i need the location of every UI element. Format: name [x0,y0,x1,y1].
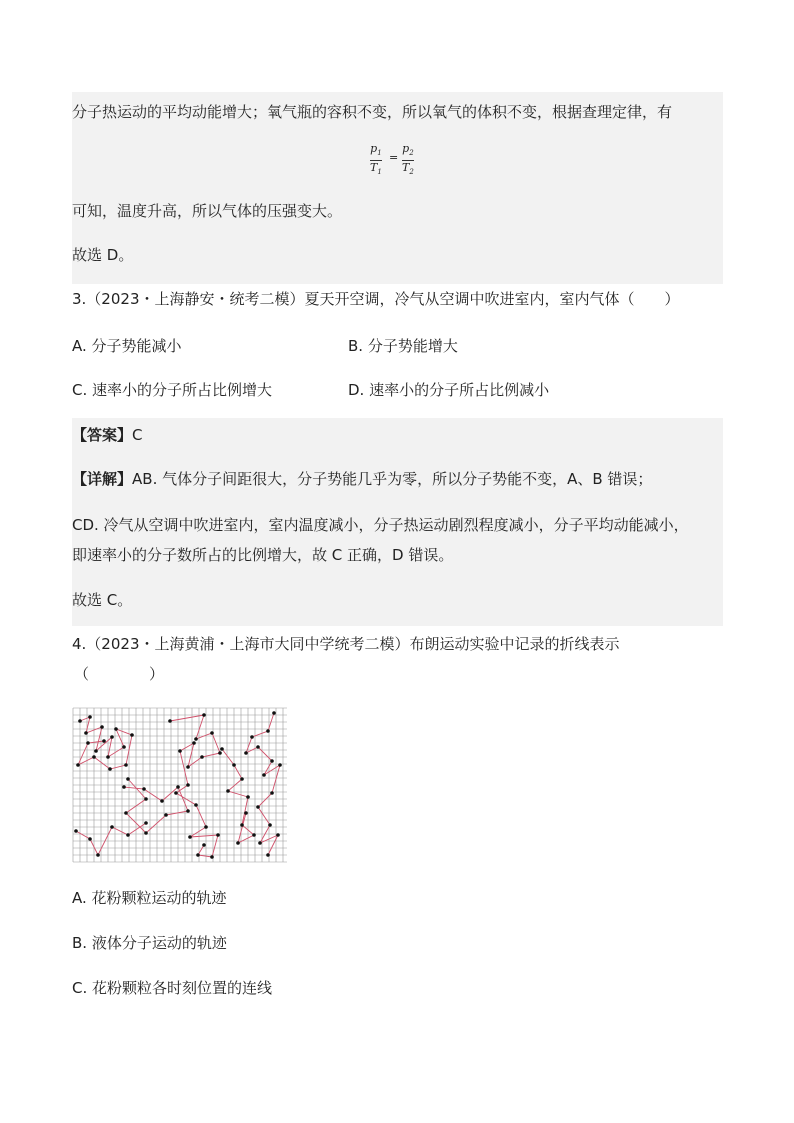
trace-point [270,759,274,763]
formula-left-fraction: $p_1$ $T_1$ [370,142,382,177]
trace-point [176,785,180,789]
q2-solution-line2: 可知，温度升高，所以气体的压强变大。 [72,202,343,220]
trace-point [236,841,240,845]
trace-point [174,791,178,795]
trace-point [220,747,224,751]
trace-point [266,729,270,733]
trace-point [200,755,204,759]
trace-point [102,739,106,743]
grid-lines [73,708,287,862]
trace-point [256,805,260,809]
q4-option-b: B. 液体分子运动的轨迹 [72,934,227,952]
trace-point [186,783,190,787]
trace-point [144,821,148,825]
trace-point [278,763,282,767]
trace-point [108,767,112,771]
trace-point [202,713,206,717]
q3-option-c: C. 速率小的分子所占比例增大 [72,381,273,399]
trace-point [216,833,220,837]
trace-point [188,835,192,839]
trace-point [86,741,90,745]
answer-value: C [132,426,143,444]
trace-point [204,825,208,829]
trace-point [196,853,200,857]
trace-point [122,785,126,789]
trace-point [258,841,262,845]
trace-point [124,811,128,815]
trace-point [88,715,92,719]
trace-point [276,833,280,837]
trace-point [240,777,244,781]
q3-detail-1 [72,468,652,490]
trace-point [142,787,146,791]
trace-point [78,719,82,723]
q3-detail-2: CD. 冷气从空调中吹进室内，室内温度减小，分子热运动剧烈程度减小，分子平均动能减小， [72,516,689,534]
trace-point [186,765,190,769]
detail-text-1: AB. 气体分子间距很大，分子势能几乎为零，所以分子势能不变，A、B 错误； [132,470,653,488]
trace-point [144,797,148,801]
trace-point [262,773,266,777]
formula-right-fraction: $p_2$ $T_2$ [402,142,414,177]
trace-point [130,733,134,737]
trace-point [194,737,198,741]
trace-point [246,795,250,799]
q3-option-d: D. 速率小的分子所占比例减小 [348,381,550,399]
trace-point [114,727,118,731]
trace-point [210,731,214,735]
trace-point [194,803,198,807]
trace-point [74,829,78,833]
trace-point [160,799,164,803]
trace-point [250,735,254,739]
trace-point [96,853,100,857]
q4-option-c: C. 花粉颗粒各时刻位置的连线 [72,979,273,997]
trace-point [144,831,148,835]
trace-point [232,763,236,767]
trace-point [164,813,168,817]
trace-point [168,719,172,723]
trace-point [252,833,256,837]
trace-point [266,853,270,857]
trace-point [244,811,248,815]
trace-point [210,855,214,859]
q4-paren: （ ） [74,665,165,683]
trace-point [126,777,130,781]
detail-label: 【详解】 [72,470,133,488]
q4-option-a: A. 花粉颗粒运动的轨迹 [72,889,227,907]
trace-point [94,749,98,753]
trace-point [268,823,272,827]
trace-point [110,825,114,829]
formula-equals: = [389,151,399,164]
trace-point [106,755,110,759]
trace-point [76,763,80,767]
trace-point [122,745,126,749]
trace-point [218,751,222,755]
brownian-motion-figure [72,707,288,863]
q3-answer [72,424,143,446]
q2-solution-line1: 分子热运动的平均动能增大；氧气瓶的容积不变，所以氧气的体积不变，根据查理定律，有 [72,103,673,121]
q3-option-a: A. 分子势能减小 [72,337,182,355]
trace-point [110,735,114,739]
q3-option-b: B. 分子势能增大 [348,337,458,355]
charles-law-formula [370,143,430,183]
trace-point [92,755,96,759]
trace-point [124,763,128,767]
q4-stem: 4.（2023・上海黄浦・上海市大同中学统考二模）布朗运动实验中记录的折线表示 [72,635,620,653]
trace-point [202,843,206,847]
trace-point [226,789,230,793]
trace-point [256,745,260,749]
trace-point [272,711,276,715]
trace-point [240,823,244,827]
trace-point [178,749,182,753]
trace-point [270,791,274,795]
q3-detail-3: 即速率小的分子数所占的比例增大，故 C 正确，D 错误。 [72,546,454,564]
trace-point [192,741,196,745]
answer-label: 【答案】 [72,426,133,444]
q2-solution-line3: 故选 D。 [72,246,134,264]
trace-point [88,837,92,841]
trace-point [126,833,130,837]
trace-point [244,751,248,755]
q3-stem: 3.（2023・上海静安・统考二模）夏天开空调，冷气从空调中吹进室内，室内气体（ ） [72,290,680,308]
trace-point [186,809,190,813]
trace-point [84,731,88,735]
q3-detail-4: 故选 C。 [72,591,133,609]
trace-point [100,725,104,729]
